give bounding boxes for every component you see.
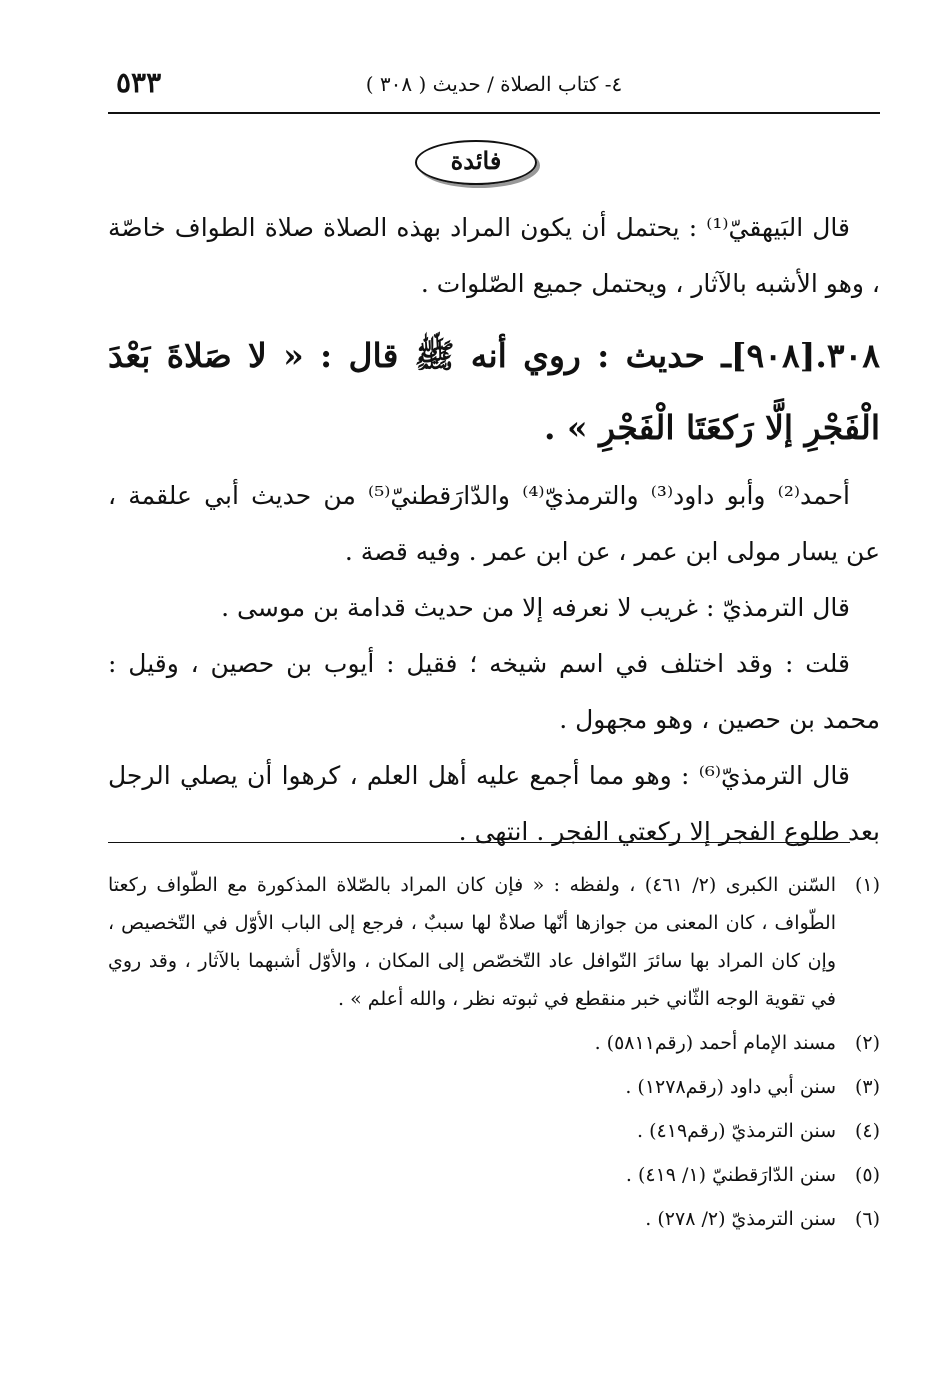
sources-paragraph: أحمد⁽²⁾ وأبو داود⁽³⁾ والترمذيّ⁽⁴⁾ والدّارَقطنيّ⁽⁵⁾ من حديث أبي علقمة ، عن يسار مولى ابن عمر ، عن ابن عمر . وفيه قصة . [108, 481, 880, 566]
running-head: ٤- كتاب الصلاة / حديث ( ٣٠٨ ) [365, 72, 623, 96]
hadith-heading [108, 320, 880, 464]
footnote [108, 1200, 880, 1238]
footnotes [108, 866, 880, 1244]
benefit-paragraph: قال البَيهقيّ⁽¹⁾ : يحتمل أن يكون المراد بهذه الصلاة صلاة الطواف خاصّة ، وهو الأشبه بالآثار ، ويحتمل جميع الصّلوات . [108, 213, 880, 298]
tirmidhi-consensus-paragraph: قال الترمذيّ⁽⁶⁾ : وهو مما أجمع عليه أهل العلم ، كرهوا أن يصلي الرجل بعد طلوع الفجر إلا ركعتي الفجر . انتهى . [108, 761, 880, 846]
footnote [108, 1024, 880, 1062]
footnote-text: سنن الترمذيّ (رقم٤١٩) . [637, 1120, 836, 1142]
footnote-number: (٣) [854, 1076, 880, 1098]
footnote-number: (٤) [854, 1120, 880, 1142]
footnote-text: سنن أبي داود (رقم١٢٧٨) . [625, 1076, 836, 1098]
page-header [108, 62, 880, 112]
page-number: ٥٣٣ [116, 66, 162, 99]
hadith-text: ـ حديث : روي أنه ﷺ قال : « لا صَلاةَ بَعْدَ الْفَجْرِ إلَّا رَكعَتَا الْفَجْرِ » . [108, 336, 880, 447]
footnote-text: سنن الدّارَقطنيّ (١/ ٤١٩) . [625, 1164, 836, 1186]
footnote-text: مسند الإمام أحمد (رقم٥٨١١) . [594, 1032, 836, 1054]
footnote-number: (٦) [854, 1208, 880, 1230]
hadith-number: ٣٠٨.[٩٠٨] [730, 336, 880, 375]
footnote-number: (٥) [854, 1164, 880, 1186]
footnote [108, 1156, 880, 1194]
footnote-text: سنن الترمذيّ (٢/ ٢٧٨) . [645, 1208, 836, 1230]
footnote-rule [108, 842, 850, 843]
tirmidhi-paragraph: قال الترمذيّ : غريب لا نعرفه إلا من حديث قدامة بن موسى . [221, 593, 850, 622]
commentary-paragraph: قلت : وقد اختلف في اسم شيخه ؛ فقيل : أيوب بن حصين ، وقيل : محمد بن حصين ، وهو مجهول . [108, 649, 880, 734]
footnote-number: (٢) [854, 1032, 880, 1054]
header-rule [108, 112, 880, 114]
footnote [108, 1068, 880, 1106]
main-text [108, 200, 880, 860]
footnote [108, 1112, 880, 1150]
footnote-text: السّنن الكبرى (٢/ ٤٦١) ، ولفظه : « فإن كان المراد بالصّلاة المذكورة مع الطّواف ركعتا الطّواف ، كان المعنى من جوازها أنّها صلاةٌ لها سببٌ ، فرجع إلى الباب الأوّل في التّخصيص ، وإن كان المراد بها سائرَ النّوافل عاد التّخصّص إلى المكان ، والأوّل أشبهما بالآثار ، وقد روي في تقوية الوجه الثّاني خبر منقطع في ثبوته نظر ، والله أعلم » . [108, 874, 836, 1010]
section-badge: فائدة [415, 140, 538, 185]
section-badge-wrap [0, 140, 952, 185]
footnote [108, 866, 880, 1018]
footnote-number: (١) [854, 874, 880, 896]
